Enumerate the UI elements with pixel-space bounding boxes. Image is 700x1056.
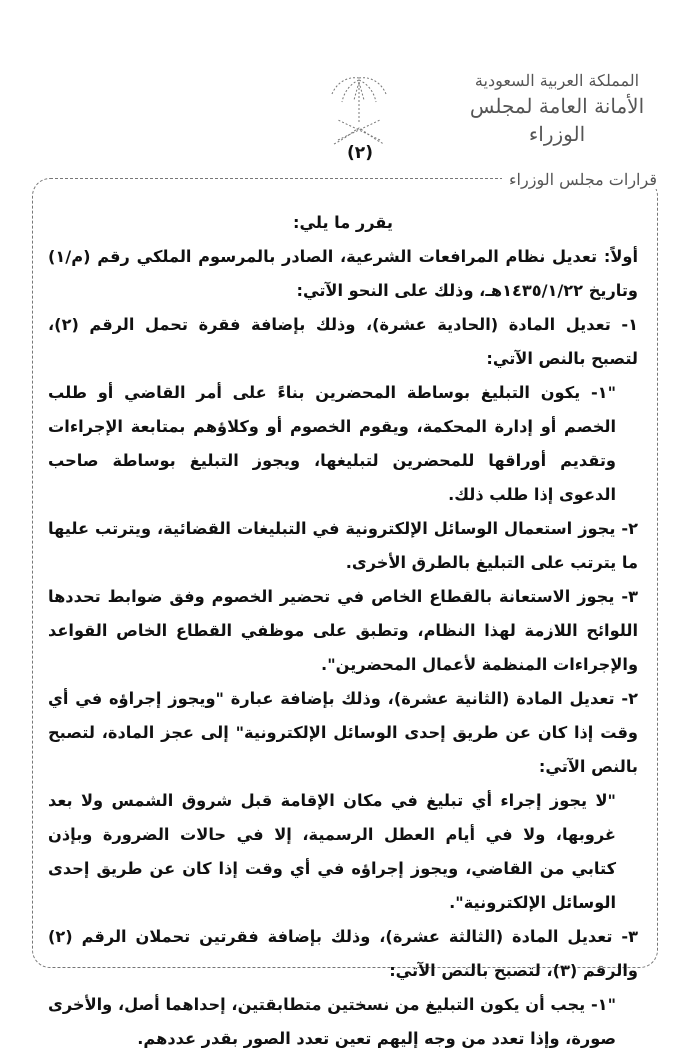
document-body [48, 206, 638, 1056]
letterhead [452, 70, 662, 148]
palm-swords-emblem-icon [326, 70, 392, 150]
amendment-item-3: ٣- تعديل المادة (الثالثة عشرة)، وذلك بإضافة فقرتين تحملان الرقم (٢) والرقم (٣)، لتصبح بالنص الآتي: [48, 927, 638, 980]
amendment-item-2: ٢- تعديل المادة (الثانية عشرة)، وذلك بإضافة عبارة "ويجوز إجراؤه في أي وقت إذا كان عن طريق إحدى الوسائل الإلكترونية" إلى عجز المادة، لتصبح بالنص الآتي: [48, 689, 638, 776]
clause-first: أولاً: تعديل نظام المرافعات الشرعية، الصادر بالمرسوم الملكي رقم (م/١) وتاريخ ١٤٣٥/١/٢٢هـ، وذلك على النحو الآتي: [48, 247, 638, 300]
article-11-paragraph-2: ٢- يجوز استعمال الوسائل الإلكترونية في التبليغات القضائية، ويترتب عليها ما يترتب على التبليغ بالطرق الأخرى. [48, 519, 638, 572]
secretariat-name: الأمانة العامة لمجلس الوزراء [469, 94, 645, 146]
article-12-text: "لا يجوز إجراء أي تبليغ في مكان الإقامة قبل شروق الشمس ولا بعد غروبها، ولا في أيام العطل الرسمية، إلا في حالات الضرورة وبإذن كتابي من القاضي، ويجوز إجراؤه في أي وقت إذا كان عن طريق إحدى الوسائل الإلكترونية". [48, 791, 616, 912]
amendment-item-1: ١- تعديل المادة (الحادية عشرة)، وذلك بإضافة فقرة تحمل الرقم (٢)، لتصبح بالنص الآتي: [48, 315, 638, 368]
article-11-paragraph-3: ٣- يجوز الاستعانة بالقطاع الخاص في تحضير الخصوم وفق ضوابط تحددها اللوائح اللازمة لهذا النظام، وتطبق على موظفي القطاع الخاص القواعد والإجراءات المنظمة لأعمال المحضرين". [48, 587, 638, 674]
resolution-heading: يقرر ما يلي: [292, 213, 394, 232]
article-13-paragraph-1: "١- يجب أن يكون التبليغ من نسختين متطابقتين، إحداهما أصل، والأخرى صورة، وإذا تعدد من وجه إليهم تعين تعدد الصور بقدر عددهم. [48, 995, 616, 1048]
council-decisions-label: قرارات مجلس الوزراء [502, 170, 664, 189]
article-11-paragraph-1: "١- يكون التبليغ بوساطة المحضرين بناءً على أمر القاضي أو طلب الخصم أو إدارة المحكمة، ويقوم الخصوم أو وكلاؤهم بمتابعة الإجراءات وتقديم أوراقها للمحضرين لتبليغها، ويجوز التبليغ بوساطة صاحب الدعوى إذا طلب ذلك. [48, 383, 616, 504]
kingdom-name: المملكة العربية السعودية [474, 71, 640, 90]
page-number: (٢) [347, 143, 373, 163]
